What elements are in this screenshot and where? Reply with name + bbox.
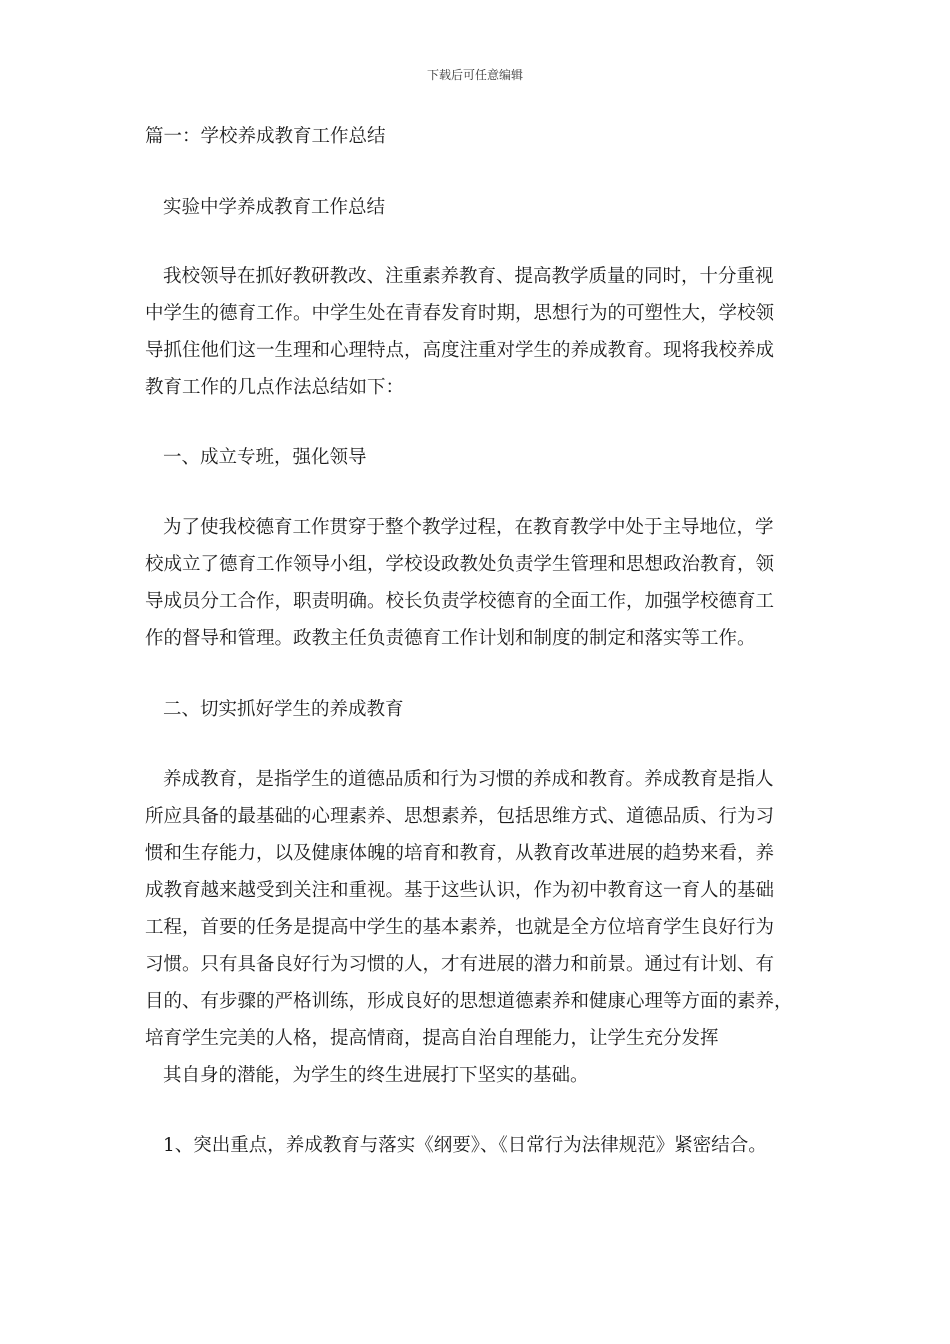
section-1-paragraph-line: 导成员分工合作，职责明确。校长负责学校德育的全面工作，加强学校德育工: [145, 591, 775, 612]
section-2-paragraph-line: 养成教育，是指学生的道德品质和行为习惯的养成和教育。养成教育是指人: [163, 769, 774, 790]
intro-paragraph-line: 教育工作的几点作法总结如下：: [145, 377, 405, 398]
section-2-paragraph-line: 目的、有步骤的严格训练，形成良好的思想道德素养和健康心理等方面的素养，: [145, 991, 793, 1012]
section-2-paragraph-line: 习惯。只有具备良好行为习惯的人，才有进展的潜力和前景。通过有计划、有: [145, 954, 775, 975]
section-2-paragraph-line: 工程，首要的任务是提高中学生的基本素养，也就是全方位培育学生良好行为: [145, 917, 775, 938]
section-1-heading: 一、成立专班，强化领导: [163, 447, 367, 468]
intro-paragraph-line: 中学生的德育工作。中学生处在青春发育时期，思想行为的可塑性大，学校领: [145, 303, 775, 324]
point-1-line: 1、突出重点，养成教育与落实《纲要》、《日常行为法律规范》紧密结合。: [163, 1135, 767, 1156]
section-2-paragraph-line: 惯和生存能力，以及健康体魄的培育和教育，从教育改革进展的趋势来看，养: [145, 843, 775, 864]
section-2-heading: 二、切实抓好学生的养成教育: [163, 699, 404, 720]
section-1-paragraph-line: 为了使我校德育工作贯穿于整个教学过程，在教育教学中处于主导地位，学: [163, 517, 774, 538]
intro-paragraph-line: 导抓住他们这一生理和心理特点，高度注重对学生的养成教育。现将我校养成: [145, 340, 775, 361]
section-1-paragraph-line: 校成立了德育工作领导小组，学校设政教处负责学生管理和思想政治教育，领: [145, 554, 775, 575]
section-2-paragraph-line: 成教育越来越受到关注和重视。基于这些认识，作为初中教育这一育人的基础: [145, 880, 775, 901]
section-2-paragraph-line: 培育学生完美的人格，提高情商，提高自治自理能力，让学生充分发挥: [145, 1028, 719, 1049]
header-note: 下载后可任意编辑: [426, 68, 523, 82]
section-2-paragraph-line: 所应具备的最基础的心理素养、思想素养，包括思维方式、道德品质、行为习: [145, 806, 775, 827]
document-title: 篇一：学校养成教育工作总结: [145, 126, 386, 147]
section-1-paragraph-line: 作的督导和管理。政教主任负责德育工作计划和制度的制定和落实等工作。: [145, 628, 756, 649]
intro-paragraph-line: 我校领导在抓好教研教改、注重素养教育、提高教学质量的同时，十分重视: [163, 266, 774, 287]
document-subtitle: 实验中学养成教育工作总结: [163, 197, 386, 218]
section-2-paragraph-line: 其自身的潜能，为学生的终生进展打下坚实的基础。: [163, 1065, 589, 1086]
